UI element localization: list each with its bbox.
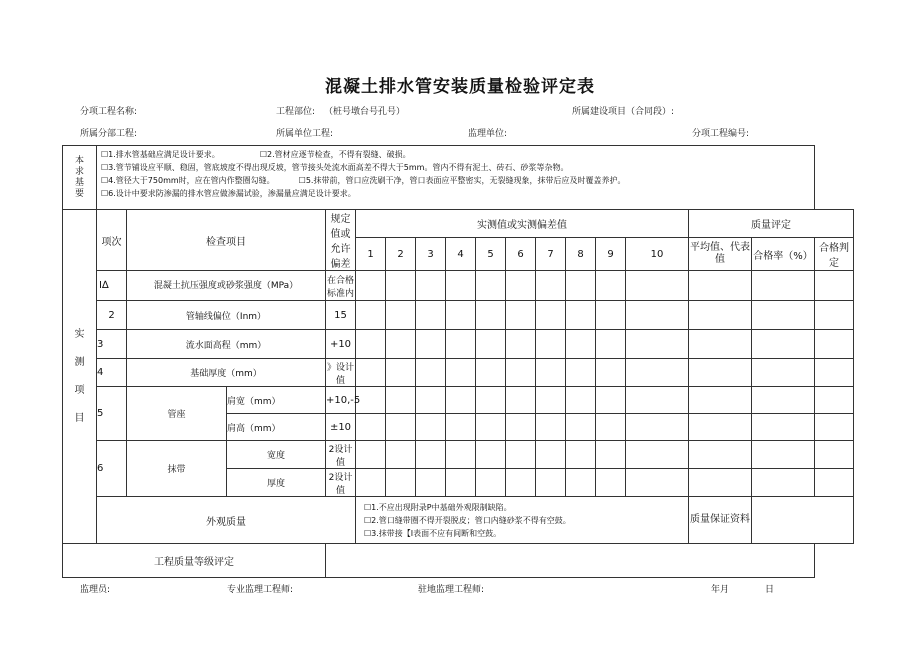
table-row	[63, 330, 854, 359]
appearance-cell	[356, 497, 689, 544]
header-judge: 合格判定	[815, 238, 854, 271]
requirements-label: 本求基要	[63, 146, 97, 210]
item-name-label: 分项工程名称:	[80, 107, 138, 117]
project-label: 所属建设项目（合同段）:	[572, 107, 675, 117]
table-row	[63, 387, 854, 414]
row-subitem: 肩高（mm）	[227, 414, 326, 441]
header-no: 项次	[97, 210, 127, 271]
quality-docs-label: 质量保证资料	[689, 497, 752, 544]
col-6: 6	[506, 238, 536, 271]
row-no: 4	[97, 359, 127, 387]
row-subitem: 厚度	[227, 469, 326, 497]
row-spec: +10	[326, 330, 356, 359]
header-measured: 实测值或实测偏差值	[356, 210, 689, 238]
table-row	[63, 441, 854, 469]
row-spec: +10,-5	[326, 387, 356, 414]
col-8: 8	[566, 238, 596, 271]
day-label: 日	[765, 585, 775, 595]
col-3: 3	[416, 238, 446, 271]
table-row	[63, 271, 854, 301]
requirements-cell	[97, 146, 815, 210]
row-subitem: 肩宽（mm）	[227, 387, 326, 414]
req-1: ☐1.排水管基础应满足设计要求。	[101, 150, 220, 159]
row-item: 流水面高程（mm）	[127, 330, 326, 359]
row-spec: 在合格标准内	[326, 271, 356, 301]
col-4: 4	[446, 238, 476, 271]
row-spec: 2设计值	[326, 441, 356, 469]
row-no: 6	[97, 441, 127, 497]
req-4: ☐4.管径大于750mm时，应在管内作整圈勾缝。	[101, 176, 275, 185]
row-spec: ±10	[326, 414, 356, 441]
header-quality: 质量评定	[689, 210, 854, 238]
division-label: 所属分部工程:	[80, 129, 138, 139]
table-row	[63, 359, 854, 387]
location-hint: （桩号墩台号孔号）	[324, 107, 406, 117]
row-subitem: 宽度	[227, 441, 326, 469]
grade-label: 工程质量等级评定	[63, 544, 326, 578]
appearance-1: ☐1.不应出现附录P中基础外观限制缺陷。	[364, 502, 512, 512]
col-7: 7	[536, 238, 566, 271]
header-rate: 合格率（%）	[752, 238, 815, 271]
row-item: 抹带	[127, 441, 227, 497]
appearance-label: 外观质量	[97, 497, 356, 544]
row-no: I∆	[97, 271, 127, 301]
header-avg: 平均值、代表值	[689, 238, 752, 271]
appearance-3: ☐3.抹带接【I表面不应有间断和空鼓。	[364, 528, 502, 538]
year-month-label: 年月	[711, 585, 730, 595]
header-item: 检查项目	[127, 210, 326, 271]
row-spec: 》设计值	[326, 359, 356, 387]
row-spec: 15	[326, 301, 356, 330]
supervisor-unit-label: 监理单位:	[468, 129, 508, 139]
col-5: 5	[476, 238, 506, 271]
row-no: 5	[97, 387, 127, 441]
page-title: 混凝土排水管安装质量检验评定表	[325, 77, 595, 97]
section-label: 实测项目	[63, 210, 97, 544]
row-item: 管座	[127, 387, 227, 441]
row-no: 2	[97, 301, 127, 330]
row-item: 混凝土抗压强度或砂浆强度（MPa）	[127, 271, 326, 301]
inspection-table	[62, 145, 854, 578]
req-3: ☐3.管节铺设应平顺、稳固，管底坡度不得出现反坡，管节接头处流水面高差不得大于5mm。管内不得有泥土、砖石、砂浆等杂物。	[101, 163, 569, 172]
req-5: ☐5.抹带前，管口应洗刷干净，管口表面应平整密实，无裂缝现象，抹带后应及时覆盖养护。	[298, 176, 626, 185]
table-row	[63, 301, 854, 330]
row-item: 基础厚度（mm）	[127, 359, 326, 387]
header-spec-cell: 规定值或允许偏差	[326, 210, 356, 271]
location-label: 工程部位:	[276, 107, 316, 117]
row-no: 3	[97, 330, 127, 359]
req-6: ☐6.设计中要求防渗漏的排水管应做渗漏试验，渗漏量应满足设计要求。	[101, 189, 356, 198]
col-10: 10	[626, 238, 689, 271]
supervisor-label: 监理员:	[80, 585, 111, 595]
col-9: 9	[596, 238, 626, 271]
item-no-label: 分项工程编号:	[692, 129, 750, 139]
req-2: ☐2.管材应逐节检查，不得有裂缝、破损。	[259, 150, 411, 159]
engineer-label: 专业监理工程师:	[227, 585, 294, 595]
col-1: 1	[356, 238, 386, 271]
resident-engineer-label: 驻地监理工程师:	[418, 585, 485, 595]
row-spec: 2设计值	[326, 469, 356, 497]
appearance-2: ☐2.管口缝带圈不得开裂脱皮；管口内缝砂浆不得有空鼓。	[364, 515, 571, 525]
col-2: 2	[386, 238, 416, 271]
unit-label: 所属单位工程:	[276, 129, 334, 139]
row-item: 管轴线偏位（Inm）	[127, 301, 326, 330]
